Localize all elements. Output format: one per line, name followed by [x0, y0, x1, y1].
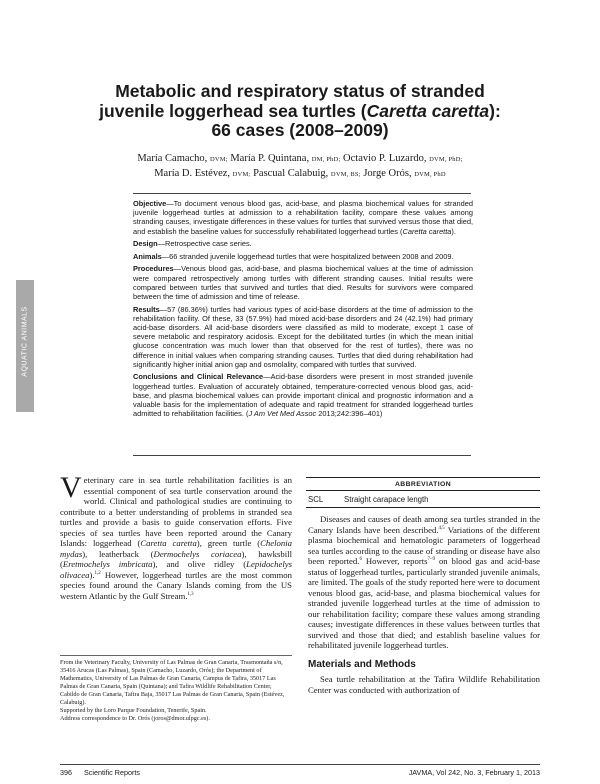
title-line-1: Metabolic and respiratory status of stranded [115, 81, 485, 101]
abstract-conclusions: Conclusions and Clinical Relevance—Acid-base disorders were present in most stranded juvenile loggerhead turtles. Evaluation of accurately obtained, temperature-corrected venous blood gas, acid-base, and plasma biochemical values can provide important clinical and prognostic information and a valuable basis for the implementation of adequate and rapid treatment for stranded loggerhead turtles admitted to rehabilitation facilities. (J Am Vet Med Assoc 2013;242:396–401) [133, 372, 474, 419]
citation-journal: J Am Vet Med Assoc [248, 409, 317, 419]
abstract-results: Results—57 (86.36%) turtles had various types of acid-base disorders at the time of admission to the rehabilitation facility. Of these, 33 (57.9%) had mixed acid-base disorders and 24 (42.1%) had primary acid-base disorders. All acid-base disorders were classified as mild to moderate, except 1 case of severe metabolic and respiratory acidosis. Except for the debilitated turtles (in which the mean initial glucose concentration was much lower than that observed for the rest of turtles), there was no difference in initial values when comparing stranding causes. Turtles that died during rehabilitation had significantly higher initial anion gap and osmolality, compared with turtles that survived. [133, 304, 473, 369]
abstract-top-rule [133, 193, 471, 194]
intro-text: ), and olive ridley ( [152, 559, 247, 569]
abstract-label: Results [133, 304, 160, 314]
intro-text: ). [89, 569, 95, 580]
body-text: However, reports [361, 556, 428, 566]
intro-text: eterinary care in sea turtle rehabilitation facilities is an essential component of sea turtle conservation around the world. Clinical and pathological studies are continuing to contribute to a better understanding of problems in stranded sea turtles and provide a basis to guide conservation efforts. Five species of sea turtles have been reported around the Canary Islands: loggerhead ( [60, 475, 292, 548]
species-name: Eretmochelys imbricata [62, 559, 153, 569]
affiliation-text: From the Veterinary Faculty, University of Las Palmas de Gran Canaria, Trasmontaña s/n, 35416 Arucas (Las Palmas), Spain (Camacho, Luzardo, Orós); the Department of Mathematics, University of Las Palmas de Gran Canaria, Campus de Tafira, 35017 Las Palmas de Gran Canaria, Spain (Quintana); and Tafira Wildlife Rehabilitation Center, Cabildo de Gran Canaria, Tafira Baja, 35017 Las Palmas de Gran Canaria, Spain (Estévez, Calabuig). [60, 659, 285, 706]
title-line-2-pre: juvenile loggerhead sea turtles ( [99, 100, 367, 121]
intro-text: ), green turtle ( [196, 538, 261, 548]
abbreviation-value: Straight carapace length [344, 495, 429, 504]
reference-marker: 6 [359, 557, 362, 563]
abstract-procedures: Procedures—Venous blood gas, acid-base, and plasma biochemical values at the time of admission were compared retrospectively among turtles with different stranding causes. Initial results were compared between turtles that survived and turtles that died. Results for survivors were compared between the time of admission and time of release. [133, 264, 473, 301]
body-paragraph [308, 514, 540, 651]
abstract-label: Animals [133, 251, 162, 261]
drop-cap: V [60, 471, 82, 504]
abstract-label: Conclusions and Clinical Relevance [133, 372, 264, 382]
title-species-name: Caretta caretta [366, 100, 490, 121]
abstract-text: Venous blood gas, acid-base, and plasma biochemical values at the time of admission were compared retrospectively among turtles with different stranding causes. Initial results were compared between turtles that survived and turtles that died. Results for survivors were compared between the time of admission and time of release. [133, 264, 473, 301]
author-degree: DVM; [209, 156, 228, 163]
abstract-bottom-rule [133, 455, 471, 456]
abstract-animals: Animals—66 stranded juvenile loggerhead turtles that were hospitalized between 2008 and 2009. [133, 251, 454, 261]
abbreviation-box [306, 477, 540, 508]
section-sidebar-tab [16, 280, 34, 412]
species-name: Chelonia mydas [60, 538, 292, 559]
affiliation-footnote [60, 655, 292, 723]
abstract-text: 57 (86.36%) turtles had various types of acid-base disorders at the time of admission to the rehabilitation facility. Of these, 33 (57.9%) had mixed acid-base disorders and 24 (42.1%) had primary acid-base disorders. All acid-base disorders were classified as mild to moderate, except 1 case of severe metabolic and respiratory acidosis. Except for the debilitated turtles (in which the mean initial glucose concentration was much lower than that observed for the rest of turtles), there was no difference in initial values when comparing stranding causes. Turtles that died during rehabilitation had significantly higher initial anion gap and osmolality, compared with turtles that survived. [133, 304, 473, 369]
correspondence-text: Address correspondence to Dr. Orós (joros@dmor.ulpgc.es). [60, 715, 210, 722]
page-footer [60, 764, 540, 777]
left-column [60, 471, 292, 601]
reference-marker: 1,2 [94, 570, 101, 576]
abstract-text: Acid-base disorders were present in most stranded juvenile loggerhead turtles. Evaluation of accurately obtained, temperature-corrected venous blood gas, acid-base, and plasma biochemical values can provide important clinical and prognostic information and a valuable basis for the implementation of adequate and rapid treatment for stranded loggerhead turtles admitted to rehabilitation facilities. ( [133, 372, 474, 419]
intro-text: ), hawksbill ( [60, 548, 292, 569]
author-name: Octavio P. Luzardo, [343, 153, 427, 164]
species-name: Caretta caretta [140, 538, 197, 548]
author-degree: DVM, PhD; [429, 156, 463, 163]
funding-text: Supported by the Loro Parque Foundation, Tenerife, Spain. [60, 707, 207, 714]
abstract-text: To document venous blood gas, acid-base, and plasma biochemical values for stranded juvenile loggerhead turtles at admission to a rehabilitation facility, compare these values among stranding causes, investigate differences in these values for turtles that survived versus those that died, and establish the baseline values for successfully rehabilitated loggerhead turtles ( [133, 199, 473, 236]
citation-details: 2013;242:396–401) [316, 409, 383, 419]
author-degree: DVM; [232, 171, 251, 178]
section-heading: Materials and Methods [308, 658, 416, 670]
reference-marker: 1,3 [187, 591, 194, 597]
abbreviation-key: SCL [308, 495, 324, 504]
body-text: Diseases and causes of death among sea turtles stranded in the Canary Islands have been described. [308, 514, 540, 535]
intro-text: However, loggerhead turtles are the most common species found around the Canary Islands coming from the US western Atlantic by the Gulf Stream. [60, 569, 292, 601]
author-name: María D. Estévez, [154, 168, 231, 179]
abbreviation-row [306, 491, 540, 508]
author-name: María Camacho, [137, 153, 208, 164]
article-title [60, 82, 540, 141]
intro-text: ), leatherback ( [82, 548, 154, 559]
page-number: 396 [60, 768, 72, 777]
abstract-label: Procedures [133, 264, 174, 274]
section-name: Scientific Reports [84, 768, 140, 777]
title-line-2-post: ): [489, 100, 501, 121]
abstract-text: Retrospective case series. [165, 239, 252, 249]
reference-marker: 7–9 [427, 557, 436, 563]
sidebar-label: AQUATIC ANIMALS [21, 306, 29, 377]
body-text: Variations of the different plasma biochemical and hematologic parameters of loggerhead sea turtles according to the cause of stranding or disease have also been reported. [308, 524, 540, 566]
abstract-italic: Caretta caretta [402, 226, 452, 236]
title-line-3: 66 cases (2008–2009) [211, 120, 389, 140]
journal-citation: JAVMA, Vol 242, No. 3, February 1, 2013 [408, 768, 540, 777]
species-name: Lepidochelys olivacea [60, 559, 292, 580]
abstract-design: Design—Retrospective case series. [133, 239, 252, 249]
author-name: María P. Quintana, [230, 153, 310, 164]
author-degree: DVM, PhD [414, 171, 446, 178]
abstract-label: Objective [133, 199, 167, 208]
author-degree: DVM, BS; [330, 171, 361, 178]
abstract-text-end: ). [451, 226, 456, 236]
abstract-objective: Objective—To document venous blood gas, acid-base, and plasma biochemical values for stranded juvenile loggerhead turtles at admission to a rehabilitation facility, compare these values among stranding causes, investigate differences in these values for turtles that survived versus those that died, and establish the baseline values for successfully rehabilitated loggerhead turtles (Caretta caretta). [133, 199, 473, 236]
species-name: Dermochelys coriacea [153, 548, 242, 559]
author-name: Jorge Orós, [363, 168, 412, 179]
intro-paragraph [60, 471, 292, 601]
reference-marker: 4,5 [438, 525, 445, 531]
body-text: on blood gas and acid-base status of loggerhead turtles, particularly stranded juvenile animals, are limited. The goals of the study reported here were to document venous blood gas, acid-base, and plasma biochemical values for stranded juvenile loggerhead turtles at the time of admission to our rehabilitation facility; compare these values among stranding causes; investigate differences in these values between turtles that survived and those that died; and establish baseline values for rehabilitated juvenile loggerhead turtles. [308, 556, 540, 650]
body-paragraph: Sea turtle rehabilitation at the Tafira Wildlife Rehabilitation Center was conducted with authorization of [308, 674, 540, 695]
right-column [308, 514, 540, 695]
author-degree: DM, PhD; [311, 156, 341, 163]
abstract-label: Design [133, 239, 158, 249]
author-list [80, 152, 520, 182]
abbreviation-heading: ABBREVIATION [306, 477, 540, 491]
abstract [133, 199, 473, 422]
author-name: Pascual Calabuig, [253, 168, 329, 179]
abstract-text: 66 stranded juvenile loggerhead turtles that were hospitalized between 2008 and 2009. [169, 251, 454, 261]
